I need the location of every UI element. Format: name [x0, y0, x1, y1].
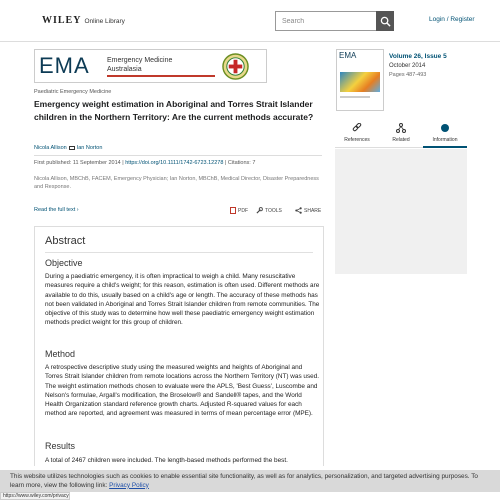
results-text: A total of 2467 children were included. The length-based methods performed the best. [45, 457, 288, 464]
journal-cover[interactable] [336, 49, 384, 111]
author-link[interactable]: Ian Norton [76, 145, 103, 151]
share-icon [295, 207, 302, 214]
abstract-heading: Abstract [45, 235, 86, 247]
cookie-banner [0, 470, 500, 492]
volume-issue-link[interactable]: Volume 26, Issue 5 [389, 53, 447, 60]
search-button[interactable] [376, 11, 394, 31]
publication-info: First published: 11 September 2014 | https://doi.org/10.1111/1742-6723.12278 | Citations: 7 [34, 160, 256, 166]
article-title: Emergency weight estimation in Aboriginal and Torres Strait Islander children in the Northern Territory: Are the current methods accurate? [34, 99, 314, 122]
logo-subtitle: Online Library [84, 18, 125, 25]
banner-line1: Emergency Medicine [107, 57, 173, 64]
article-actions [34, 207, 322, 217]
email-icon[interactable] [69, 146, 75, 150]
doi-link[interactable]: https://doi.org/10.1111/1742-6723.12278 [125, 160, 224, 166]
divider [45, 252, 313, 253]
method-text: A retrospective descriptive study using the measured weights and heights of Aboriginal and Torres Strait Islander children from remote locations across the Northern Territory (NT) was used. The weight estimation methods chosen to evaluate were the APLS, 'Best Guess', Luscombe and Nelson's formulae, Argall's modification, the Broselow® and Sandell® tapes, and the World Health Organization standard reference growth charts. Adjusted R-squared values for each method are reported, and agreement was measured in terms of mean percentage error (MPE). [45, 364, 320, 418]
information-panel [335, 149, 467, 274]
cover-abbreviation: EMA [339, 51, 357, 60]
method-heading: Method [45, 349, 76, 359]
wiley-logo[interactable] [42, 15, 125, 26]
divider [34, 155, 322, 156]
search-bar [275, 11, 394, 31]
network-icon [396, 123, 406, 133]
abstract-section [34, 226, 324, 466]
logo-wordmark: WILEY [42, 15, 82, 26]
journal-banner[interactable] [34, 49, 267, 83]
search-icon [380, 16, 391, 27]
info-icon [441, 124, 449, 132]
banner-line2: Australasia [107, 66, 142, 73]
objective-heading: Objective [45, 258, 83, 268]
search-input[interactable] [275, 11, 376, 31]
login-register-link[interactable]: Login / Register [429, 16, 475, 23]
wrench-icon [256, 207, 263, 214]
pdf-button[interactable]: PDF [230, 207, 248, 214]
banner-abbreviation: EMA [39, 53, 90, 78]
sidebar-tabs [335, 120, 467, 148]
journal-section[interactable]: Paediatric Emergency Medicine [34, 89, 112, 95]
tab-references[interactable]: References [335, 120, 379, 148]
results-heading: Results [45, 441, 76, 451]
cover-caption [340, 96, 370, 98]
tab-related[interactable]: Related [379, 120, 423, 148]
citations-count[interactable]: Citations: 7 [227, 160, 256, 166]
objective-text: During a paediatric emergency, it is often impractical to weigh a child. Many resuscitative measures require a child's weight; for this reason, estimation is often used. Different methods are available to do this, usually based on a child's age or length. The accuracy of these methods has not been validated in Aboriginal and Torres Strait Islander children from remote communities. The objective of this study was to determine how well these paediatric emergency weight estimation methods predict weight for this group of children. [45, 273, 320, 327]
share-button[interactable]: SHARE [295, 207, 321, 214]
college-seal-icon [222, 53, 249, 80]
author-affiliations: Nicola Allison, MBChB, FACEM, Emergency Physician; Ian Norton, MBChB, Medical Director, Disaster Preparedness and Response. [34, 176, 319, 190]
privacy-policy-link[interactable]: Privacy Policy [109, 481, 149, 489]
cover-image [340, 72, 380, 92]
author-list [34, 145, 102, 151]
cookie-text: This website utilizes technologies such as cookies to enable essential site functionality, as well as for analytics, personalization, and targeted advertising purposes. To learn more, view the following link: [10, 473, 478, 489]
tools-button[interactable]: TOOLS [256, 207, 282, 214]
status-url: https://www.wiley.com/privacy [0, 492, 70, 500]
first-published: First published: 11 September 2014 [34, 160, 121, 166]
page-range: Pages 487-493 [389, 72, 427, 78]
banner-accent-line [107, 75, 215, 77]
read-full-text-link[interactable]: Read the full text › [34, 207, 79, 213]
issue-date: October 2014 [389, 63, 426, 69]
author-link[interactable]: Nicola Allison [34, 145, 67, 151]
pdf-icon [230, 207, 236, 214]
tab-information[interactable]: Information [423, 120, 467, 148]
link-icon [352, 123, 362, 133]
top-bar [0, 0, 500, 42]
